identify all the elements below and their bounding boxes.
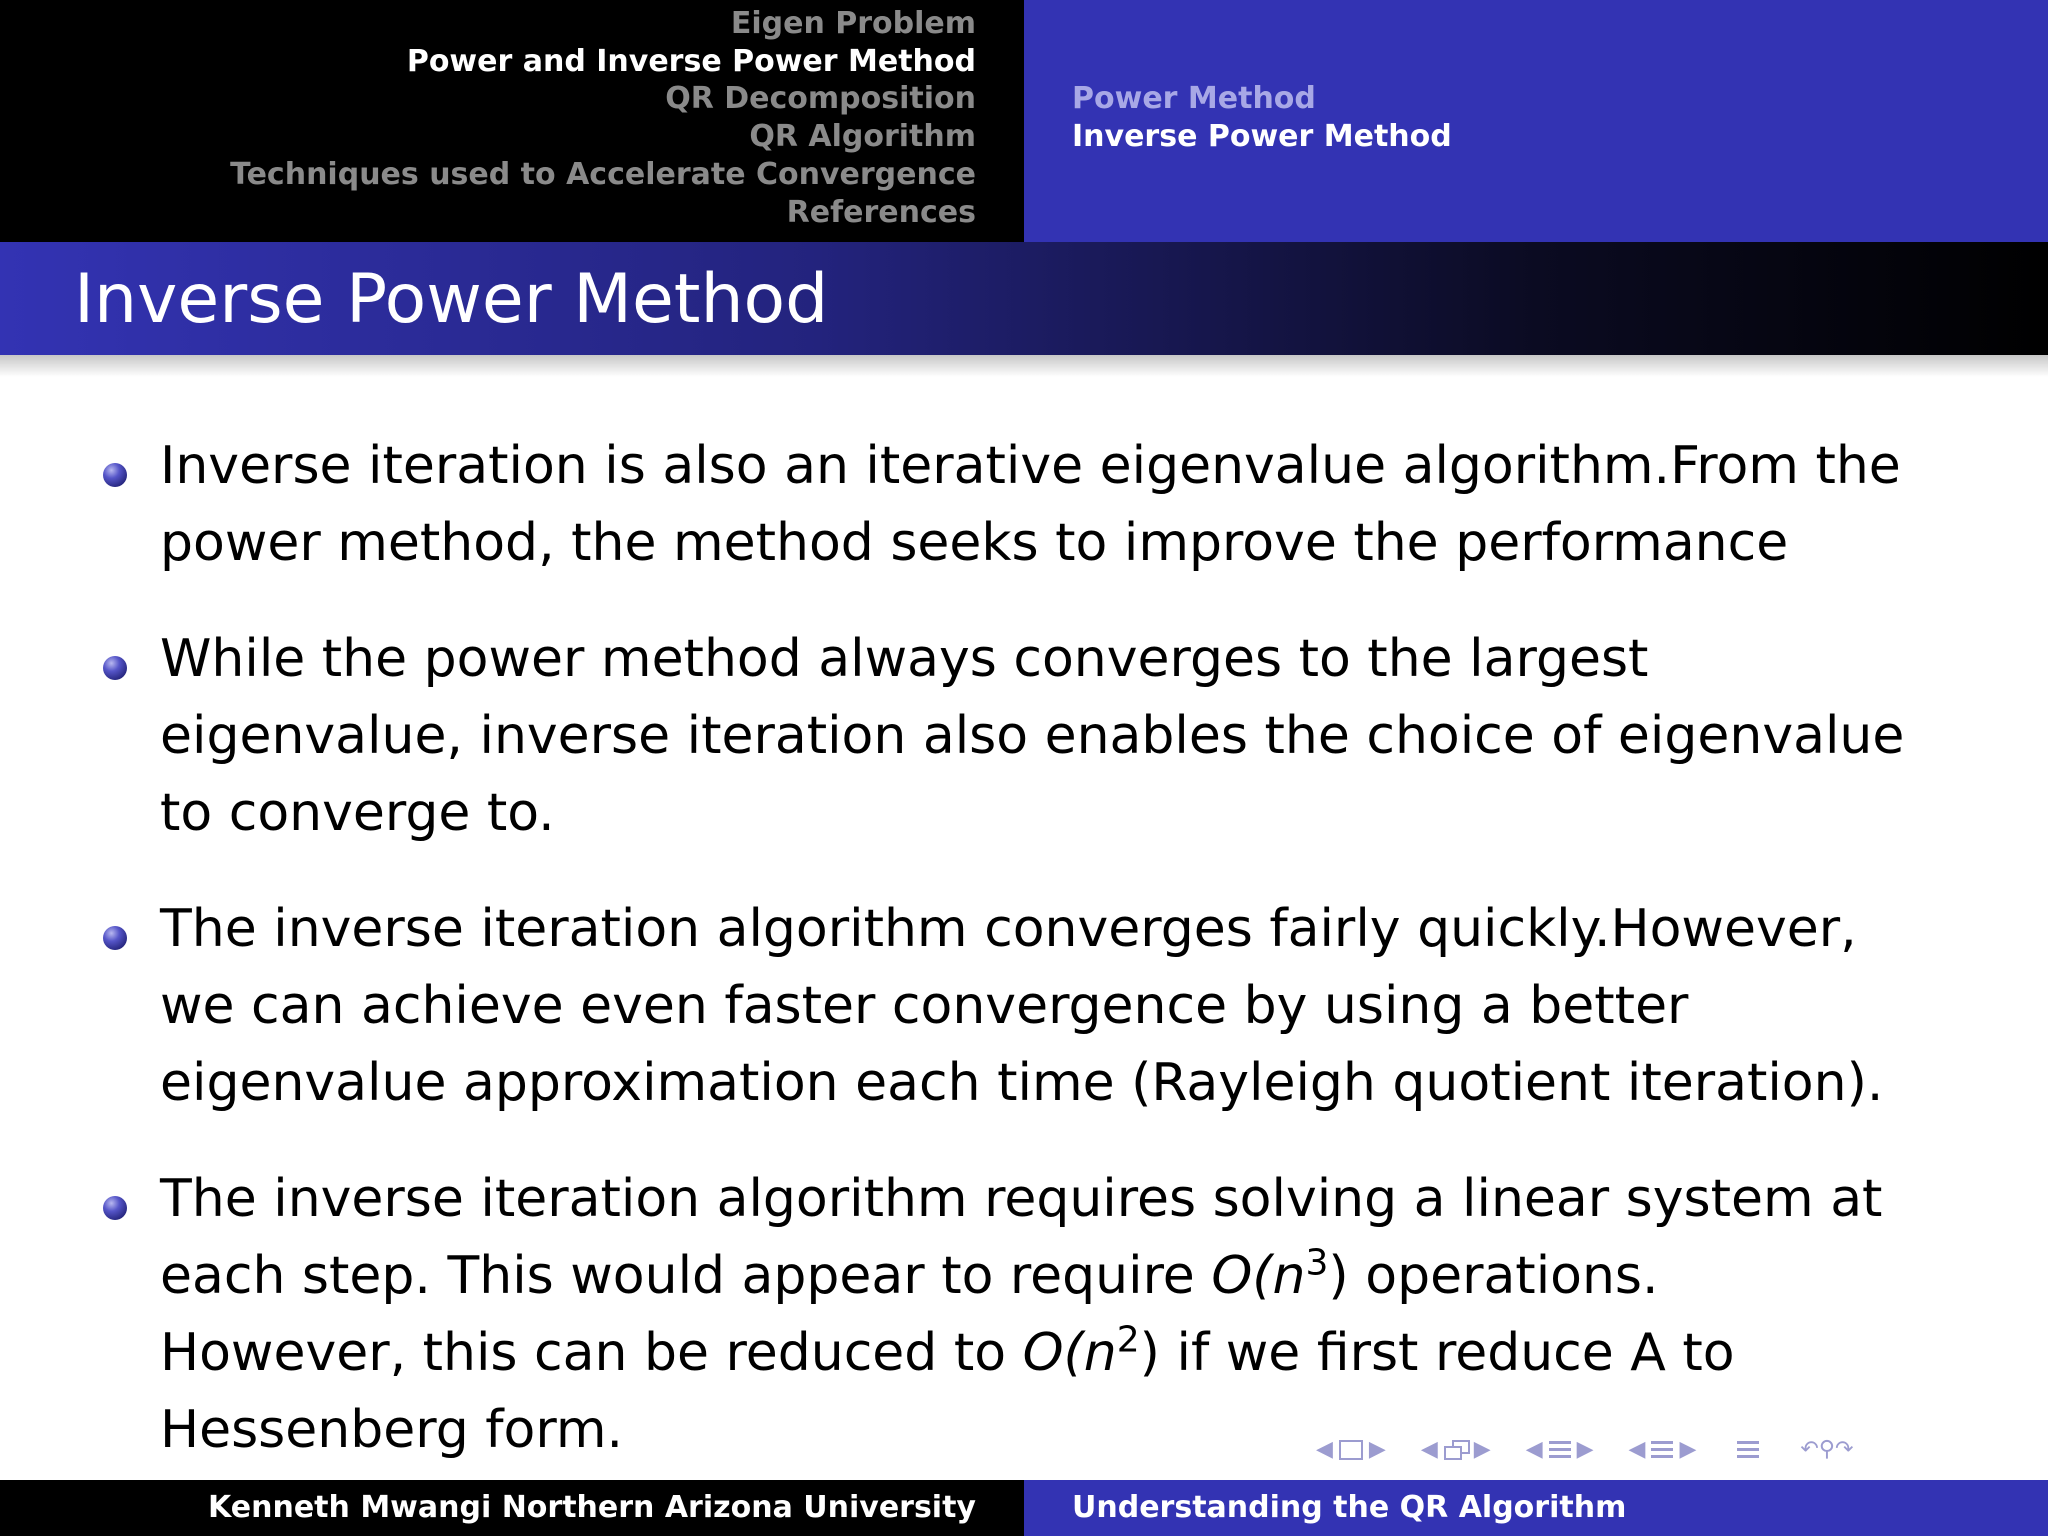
nav-prev-arrow-icon[interactable]: ◀ bbox=[1420, 1437, 1438, 1462]
bullet-item bbox=[0, 891, 1900, 1122]
nav-prev-arrow-icon[interactable]: ◀ bbox=[1525, 1437, 1543, 1462]
nav-document-group[interactable] bbox=[1731, 1432, 1765, 1468]
bullet-line: While the power method always converges to the largest bbox=[160, 629, 1649, 689]
section-link-qr-decomposition[interactable]: QR Decomposition bbox=[665, 81, 976, 117]
math-base: O(n bbox=[1022, 1323, 1117, 1383]
subsection-navigation bbox=[1024, 0, 2048, 242]
math-exponent: 3 bbox=[1305, 1242, 1329, 1284]
bullet-item bbox=[0, 621, 1905, 852]
text-run: if we first reduce A to bbox=[1159, 1323, 1735, 1383]
bullet-line: eigenvalue approximation each time (Rayleigh quotient iteration). bbox=[160, 1053, 1884, 1113]
text-run: However, this can be reduced to bbox=[160, 1323, 1023, 1383]
bullet-ball-icon bbox=[103, 1196, 127, 1220]
nav-prev-arrow-icon[interactable]: ◀ bbox=[1316, 1437, 1333, 1462]
bullet-line bbox=[160, 1315, 1900, 1392]
section-link-eigen-problem[interactable]: Eigen Problem bbox=[730, 6, 976, 41]
bullet-ball-icon bbox=[103, 926, 127, 950]
math-base: O(n bbox=[1211, 1246, 1306, 1306]
nav-subsection-icon[interactable] bbox=[1549, 1441, 1571, 1459]
nav-forward-icon[interactable]: ↷ bbox=[1834, 1437, 1854, 1462]
nav-slide-group[interactable] bbox=[1316, 1432, 1386, 1468]
footer bbox=[0, 1480, 2048, 1536]
bullet-ball-icon bbox=[103, 656, 127, 680]
bullet-line: Hessenberg form. bbox=[160, 1400, 623, 1460]
bullet-line: to converge to. bbox=[160, 783, 555, 843]
slide-content bbox=[0, 428, 2048, 1508]
bullet-text bbox=[160, 891, 1900, 1122]
math-paren: ) bbox=[1328, 1246, 1349, 1306]
nav-search-group[interactable] bbox=[1800, 1432, 1853, 1468]
footer-author-panel bbox=[0, 1480, 1024, 1536]
nav-subsection-group[interactable] bbox=[1526, 1432, 1594, 1468]
nav-next-arrow-icon[interactable]: ▶ bbox=[1679, 1437, 1697, 1462]
bullet-line: Inverse iteration is also an iterative eigenvalue algorithm.From the bbox=[160, 436, 1901, 496]
section-link-power-and-inverse-power-method[interactable]: Power and Inverse Power Method bbox=[406, 43, 976, 79]
bullet-line bbox=[160, 1238, 1900, 1315]
section-link-qr-algorithm[interactable]: QR Algorithm bbox=[749, 119, 976, 155]
footer-title-panel bbox=[1024, 1480, 2048, 1536]
math-complexity-quadratic bbox=[1022, 1319, 1160, 1383]
bullet-ball-icon bbox=[103, 463, 127, 487]
nav-next-arrow-icon[interactable]: ▶ bbox=[1576, 1437, 1594, 1462]
nav-next-arrow-icon[interactable]: ▶ bbox=[1473, 1437, 1491, 1462]
text-run: operations. bbox=[1348, 1246, 1659, 1306]
nav-back-icon[interactable]: ↶ bbox=[1800, 1437, 1819, 1462]
bullet-line: power method, the method seeks to improve the performance bbox=[160, 513, 1789, 573]
math-complexity-cubic bbox=[1211, 1242, 1349, 1306]
math-exponent: 2 bbox=[1116, 1319, 1140, 1361]
frame-title-bar bbox=[0, 242, 2048, 355]
bullet-text bbox=[160, 1161, 1900, 1469]
bullet-line: The inverse iteration algorithm converges fairly quickly.However, bbox=[160, 899, 1857, 959]
nav-frame-group[interactable] bbox=[1421, 1432, 1491, 1468]
subsection-link-power-method[interactable]: Power Method bbox=[1072, 81, 1316, 116]
beamer-navigation-symbols bbox=[1316, 1432, 1853, 1468]
frame-title: Inverse Power Method bbox=[74, 260, 829, 339]
nav-section-icon[interactable] bbox=[1651, 1441, 1673, 1459]
footer-talk-title: Understanding the QR Algorithm bbox=[1072, 1490, 1627, 1525]
text-run: each step. This would appear to require bbox=[160, 1246, 1212, 1306]
footer-author: Kenneth Mwangi Northern Arizona University bbox=[208, 1490, 976, 1525]
nav-frame-icon[interactable] bbox=[1444, 1440, 1468, 1460]
bullet-line: eigenvalue, inverse iteration also enables the choice of eigenvalue bbox=[160, 706, 1905, 766]
title-shadow bbox=[0, 355, 2048, 377]
section-link-references[interactable]: References bbox=[786, 194, 976, 230]
bullet-list bbox=[0, 428, 2048, 1469]
bullet-text bbox=[160, 428, 1900, 582]
nav-slide-icon[interactable] bbox=[1339, 1440, 1363, 1460]
header-navigation bbox=[0, 0, 2048, 242]
math-paren: ) bbox=[1139, 1323, 1160, 1383]
section-link-acceleration-techniques[interactable]: Techniques used to Accelerate Convergence bbox=[230, 156, 976, 192]
bullet-item bbox=[0, 428, 1900, 582]
nav-search-icon[interactable]: ⚲ bbox=[1818, 1437, 1835, 1462]
section-navigation bbox=[0, 0, 1024, 242]
bullet-text bbox=[160, 621, 1905, 852]
nav-next-arrow-icon[interactable]: ▶ bbox=[1368, 1437, 1386, 1462]
bullet-line: we can achieve even faster convergence by using a better bbox=[160, 976, 1689, 1036]
nav-document-icon[interactable] bbox=[1737, 1441, 1759, 1459]
nav-section-group[interactable] bbox=[1629, 1432, 1697, 1468]
subsection-link-inverse-power-method[interactable]: Inverse Power Method bbox=[1072, 118, 1452, 154]
nav-prev-arrow-icon[interactable]: ◀ bbox=[1628, 1437, 1646, 1462]
bullet-line: The inverse iteration algorithm requires solving a linear system at bbox=[160, 1169, 1883, 1229]
bullet-item bbox=[0, 1161, 1900, 1469]
